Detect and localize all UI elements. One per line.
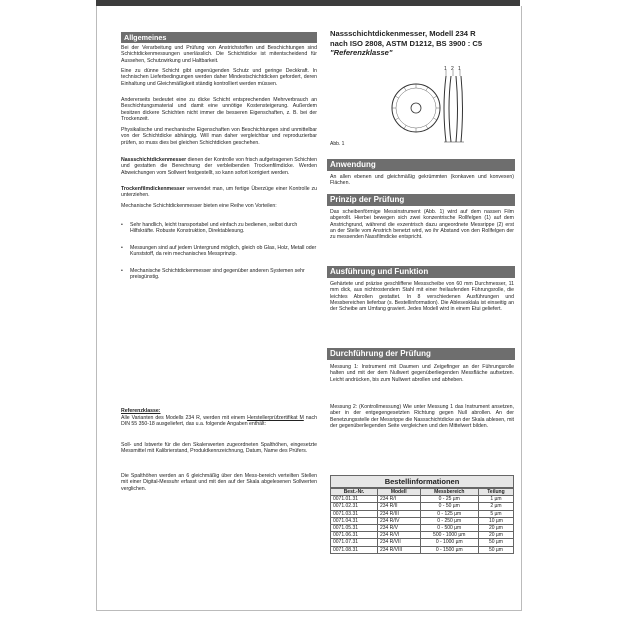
- column-header: Messbereich: [420, 489, 478, 496]
- product-title: [330, 29, 520, 58]
- table-row: [331, 532, 514, 539]
- term: Trockenfilmdickenmesser: [121, 186, 185, 192]
- order-table-title: Bestellinformationen: [330, 475, 514, 488]
- reference-heading: Referenzklasse:: [121, 408, 161, 414]
- table-cell: 10 µm: [478, 517, 513, 524]
- figure-label: 1: [444, 66, 447, 72]
- paragraph: Andererseits bedeutet eine zu dicke Schicht entsprechenden Mehrverbrauch an Beschichtungsmaterial und damit eine unnötige Kostensteigerung. Außerdem besitzen dickere Schichten nicht immer die besseren Eigenschaften, z. B. bei der Trockenzeit.: [121, 97, 317, 122]
- table-cell: 234 R/III: [377, 510, 420, 517]
- certificate-link: Herstellerprüfzertifikat M: [247, 415, 304, 421]
- table-cell: 0071.02.31: [331, 503, 378, 510]
- table-cell: 0071.07.31: [331, 539, 378, 546]
- table-cell: 234 R/VI: [377, 532, 420, 539]
- table-cell: 0 - 250 µm: [420, 517, 478, 524]
- bullet-item: • Messungen sind auf jedem Untergrund möglich, gleich ob Glas, Holz, Metall oder Kunststoff, da rein mechanisches Messprinzip.: [121, 245, 317, 258]
- table-cell: 0071.04.31: [331, 517, 378, 524]
- text: verwendet man, um fertige Überzüge einer Kontrolle zu unterziehen.: [121, 186, 317, 199]
- bullet-text: Messungen sind auf jedem Untergrund möglich, gleich ob Glas, Holz, Metall oder Kunststoff, da rein mechanisches Messprinzip.: [130, 245, 317, 258]
- table-cell: 234 R/II: [377, 503, 420, 510]
- subtitle: "Referenzklasse": [330, 48, 393, 57]
- gauge-illustration: [386, 66, 476, 146]
- table-cell: 500 - 1000 µm: [420, 532, 478, 539]
- table-cell: 0 - 1500 µm: [420, 546, 478, 553]
- figure-caption: Abb. 1: [330, 141, 345, 147]
- table-row: [331, 546, 514, 553]
- heading-anwendung: Anwendung: [327, 159, 515, 171]
- table-cell: 1 µm: [478, 496, 513, 503]
- term: Nassschichtdickenmesser: [121, 157, 187, 163]
- text: dienen der Kontrolle von frisch aufgetragenen Schichten und gestatten die Berechnung der verbleibenden Trockenfilmdicke. Werden Abweichungen vom Sollwert festgestellt, so kann sofort korrigiert werden.: [121, 157, 317, 176]
- title-line: Nassschichtdickenmesser, Modell 234 R: [330, 29, 476, 38]
- paragraph: Messung 1: Instrument mit Daumen und Zeigefinger an der Führungsrolle halten und mit der dem Nullwert gegenüberliegenden Messfläche aufsetzen. Leicht andrücken, bis zum Nullwert abrollen und abheben.: [330, 364, 514, 383]
- paragraph: An allen ebenen und gleichmäßig gekrümmten (konkaven und konvexen) Flächen.: [330, 174, 514, 187]
- table-cell: 0071.01.31: [331, 496, 378, 503]
- heading-prinzip: Prinzip der Prüfung: [327, 194, 515, 206]
- table-row: [331, 524, 514, 531]
- title-line: nach ISO 2808, ASTM D1212, BS 3900 : C5: [330, 38, 483, 48]
- table-cell: 0 - 125 µm: [420, 510, 478, 517]
- table-cell: 0 - 25 µm: [420, 496, 478, 503]
- heading-allgemeines: Allgemeines: [121, 32, 317, 43]
- table-cell: 0 - 50 µm: [420, 503, 478, 510]
- paragraph: [121, 186, 317, 199]
- table-cell: 2 µm: [478, 503, 513, 510]
- heading-durchfuehrung: Durchführung der Prüfung: [327, 348, 515, 360]
- column-header: Best.-Nr.: [331, 489, 378, 496]
- order-table: [330, 488, 514, 554]
- figure-label: 1: [458, 66, 461, 72]
- figure-label: 2: [451, 66, 454, 72]
- paragraph: Alle Varianten des Modells 234 R, werden mit einem Herstellerprüfzertifikat M nach DIN 55 350-18 ausgeliefert, das u.a. folgende Angaben enthält:: [121, 415, 317, 428]
- paragraph: Messung 2: (Kontrollmessung) Wie unter Messung 1 das Instrument ansetzen, aber in der entgegengesetzten Richtung gegen Null abrollen. An der Benetzungsstelle der Messrippe die Nassschichtdicke an der Skala ablesen, mit der gegenüberliegenden Seite vergleichen und den Mittelwert bilden.: [330, 404, 514, 429]
- paragraph: Eine zu dünne Schicht gibt ungenügenden Schutz und geringe Deckkraft. In technischen Lieferbedingungen werden daher Mindestschichtdicken gefordert, deren Einhaltung und Gleichmäßigkeit ständig kontrolliert werden müssen.: [121, 68, 317, 87]
- table-row: [331, 496, 514, 503]
- table-cell: 234 R/IV: [377, 517, 420, 524]
- bullet-item: • Mechanische Schichtdickenmesser sind gegenüber anderen Systemen sehr preisgünstig.: [121, 268, 305, 281]
- paragraph: Soll- und Istwerte für die den Skalenwerten zugeordneten Spalthöhen, eingesetzte Messmittel mit Kalibrierstand, Produktkennzeichnung, Datum, Name des Prüfers.: [121, 442, 317, 455]
- table-cell: 0 - 500 µm: [420, 524, 478, 531]
- table-cell: 50 µm: [478, 539, 513, 546]
- paragraph: Bei der Verarbeitung und Prüfung von Anstrichstoffen und Beschichtungen sind Schichtdickenmessungen unerlässlich. Die Schichtdicke ist mitentscheidend für Aussehen, Schutzwirkung und Haltbarkeit.: [121, 45, 317, 64]
- table-cell: 20 µm: [478, 532, 513, 539]
- table-cell: 234 R/I: [377, 496, 420, 503]
- table-row: [331, 510, 514, 517]
- paragraph: Physikalische und mechanische Eigenschaften von Beschichtungen sind unmittelbar von der Schichtdicke abhängig. Will man daher vergleichbar und reproduzierbar prüfen, so muss dies bei gleichen Schichtdicken geschehen.: [121, 127, 317, 146]
- column-header: Modell: [377, 489, 420, 496]
- table-row: [331, 539, 514, 546]
- paragraph: Mechanische Schichtdickenmesser bieten eine Reihe von Vorteilen:: [121, 203, 277, 209]
- table-cell: 0 - 1000 µm: [420, 539, 478, 546]
- table-row: [331, 503, 514, 510]
- paragraph: Die Spalthöhen werden an 6 gleichmäßig über den Mess-bereich verteilten Stellen mit einer Digital-Messuhr erfasst und mit den auf der Skala abgelesenen Sollwerten verglichen.: [121, 473, 317, 492]
- table-cell: 0071.05.31: [331, 524, 378, 531]
- table-cell: 0071.03.31: [331, 510, 378, 517]
- table-cell: 234 R/VIII: [377, 546, 420, 553]
- table-cell: 234 R/V: [377, 524, 420, 531]
- paragraph: Das scheibenförmige Messinstrument (Abb. 1) wird auf dem nassen Film abgerollt. Hierbei bewegen sich zwei konzentrische Rollfelgen (1) auf dem Anstrichgrund, während die exzentrisch dazu angeordnete Messrippe (2) erst an der Stelle vom Anstrich benetzt wird, wo ihr Abstand von den Rollfelgen der zu messenden Nassfilmdicke entspricht.: [330, 209, 514, 241]
- table-header-row: [331, 489, 514, 496]
- bullet-text: Mechanische Schichtdickenmesser sind gegenüber anderen Systemen sehr preisgünstig.: [130, 268, 305, 281]
- table-cell: 0071.08.31: [331, 546, 378, 553]
- column-header: Teilung: [478, 489, 513, 496]
- table-cell: 5 µm: [478, 510, 513, 517]
- bullet-item: • Sehr handlich, leicht transportabel und einfach zu bedienen, selbst durch Hilfskräfte. Robuste Konstruktion, Direktablesung.: [121, 222, 298, 235]
- bullet-text: Sehr handlich, leicht transportabel und einfach zu bedienen, selbst durch Hilfskräfte. Robuste Konstruktion, Direktablesung.: [130, 222, 298, 235]
- table-cell: 234 R/VII: [377, 539, 420, 546]
- table-row: [331, 517, 514, 524]
- table-cell: 20 µm: [478, 524, 513, 531]
- table-cell: 50 µm: [478, 546, 513, 553]
- paragraph: [121, 157, 317, 176]
- table-cell: 0071.06.31: [331, 532, 378, 539]
- paragraph: Gehärtete und präzise geschliffene Messscheibe von 60 mm Durchmesser, 11 mm dick, aus nichtrostendem Stahl mit einer freilaufenden Führungsrolle, die leichtes Abrollen gestattet. In 8 verschiedenen Ausführungen und Messbereichen lieferbar (s. Bestellinformation). Die Ablesesklala ist einseitig an der Scheibe am Umfang graviert. Jedes Modell wird in einem Etui geliefert.: [330, 281, 514, 313]
- heading-ausfuehrung: Ausführung und Funktion: [327, 266, 515, 278]
